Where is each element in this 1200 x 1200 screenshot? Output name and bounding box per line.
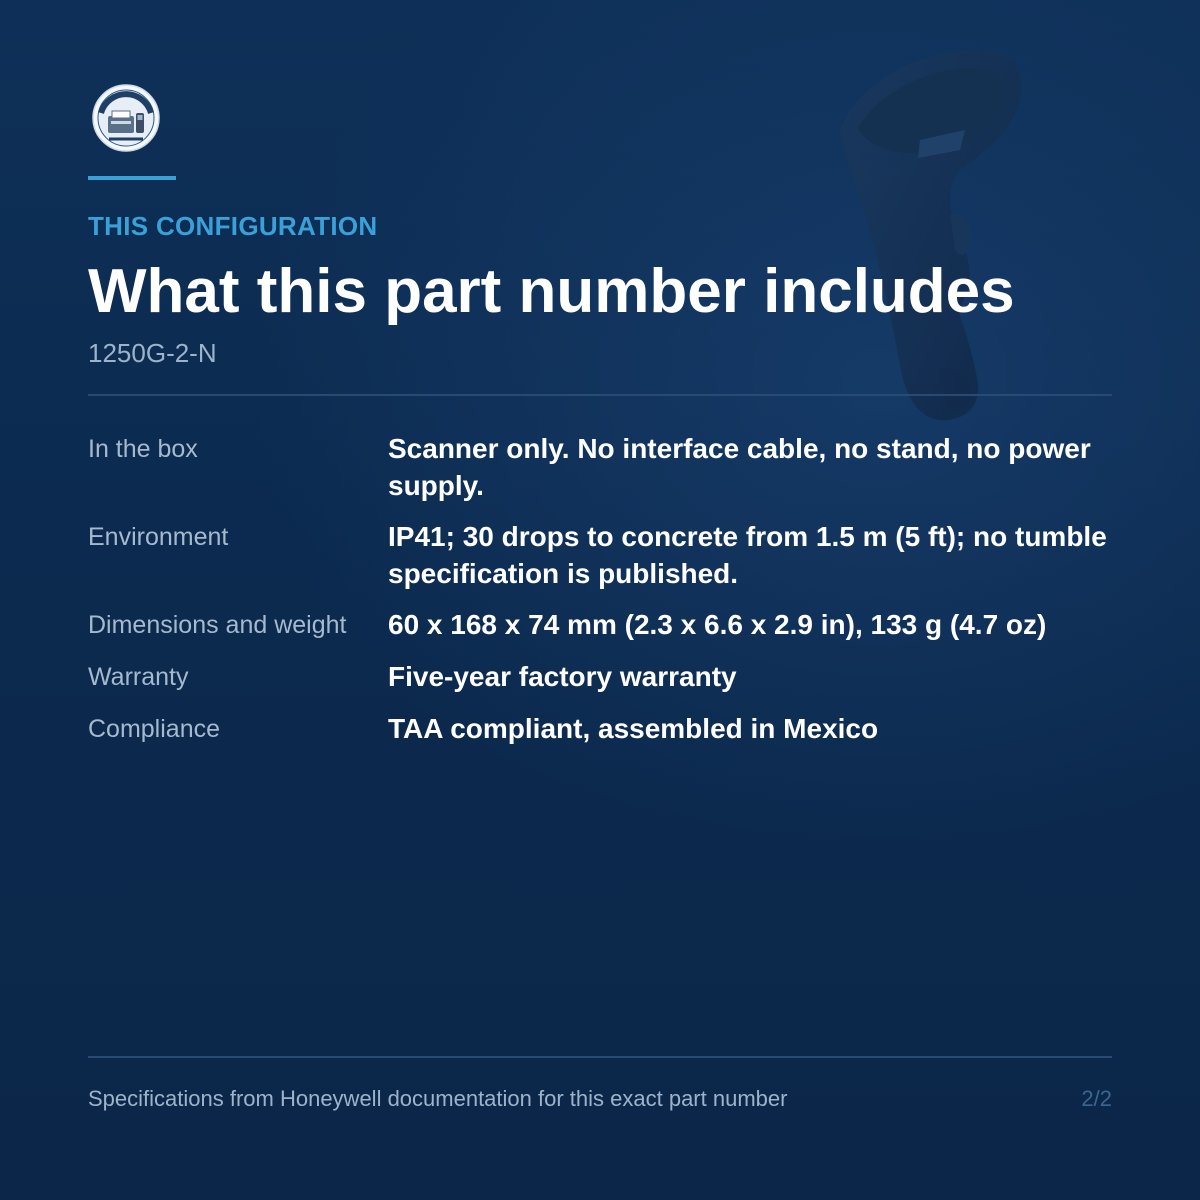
accent-rule — [88, 176, 176, 180]
spec-label: Compliance — [88, 715, 221, 743]
spec-value: 60 x 168 x 74 mm (2.3 x 6.6 x 2.9 in), 133 g (4.7 oz) — [388, 609, 1047, 640]
spec-row-dimensions-and-weight — [88, 606, 1112, 644]
page-title: What this part number includes — [88, 257, 1015, 326]
section-eyebrow: THIS CONFIGURATION — [88, 211, 378, 241]
spec-label: Warranty — [88, 663, 189, 691]
barcode-printer-shop-logo — [91, 83, 161, 153]
spec-row-in-the-box — [88, 430, 1112, 504]
spec-value: Five-year factory warranty — [388, 661, 737, 692]
spec-label: In the box — [88, 435, 198, 463]
spec-row-compliance — [88, 710, 1112, 748]
page-indicator: 2/2 — [1081, 1086, 1112, 1111]
spec-label: Environment — [88, 523, 229, 551]
spec-value: Scanner only. No interface cable, no stand, no power supply. — [388, 433, 1091, 501]
spec-value: TAA compliant, assembled in Mexico — [388, 713, 879, 744]
footer-divider — [88, 1056, 1112, 1058]
part-number: 1250G-2-N — [88, 338, 217, 368]
spec-row-environment — [88, 518, 1112, 592]
spec-row-warranty — [88, 658, 1112, 696]
spec-value: IP41; 30 drops to concrete from 1.5 m (5 ft); no tumble specification is published. — [388, 521, 1107, 589]
spec-label: Dimensions and weight — [88, 611, 347, 639]
barcode-scanner-icon — [800, 30, 1040, 430]
header-divider — [88, 394, 1112, 396]
footer-note: Specifications from Honeywell documentation for this exact part number — [88, 1086, 788, 1111]
spec-table — [88, 430, 1112, 762]
